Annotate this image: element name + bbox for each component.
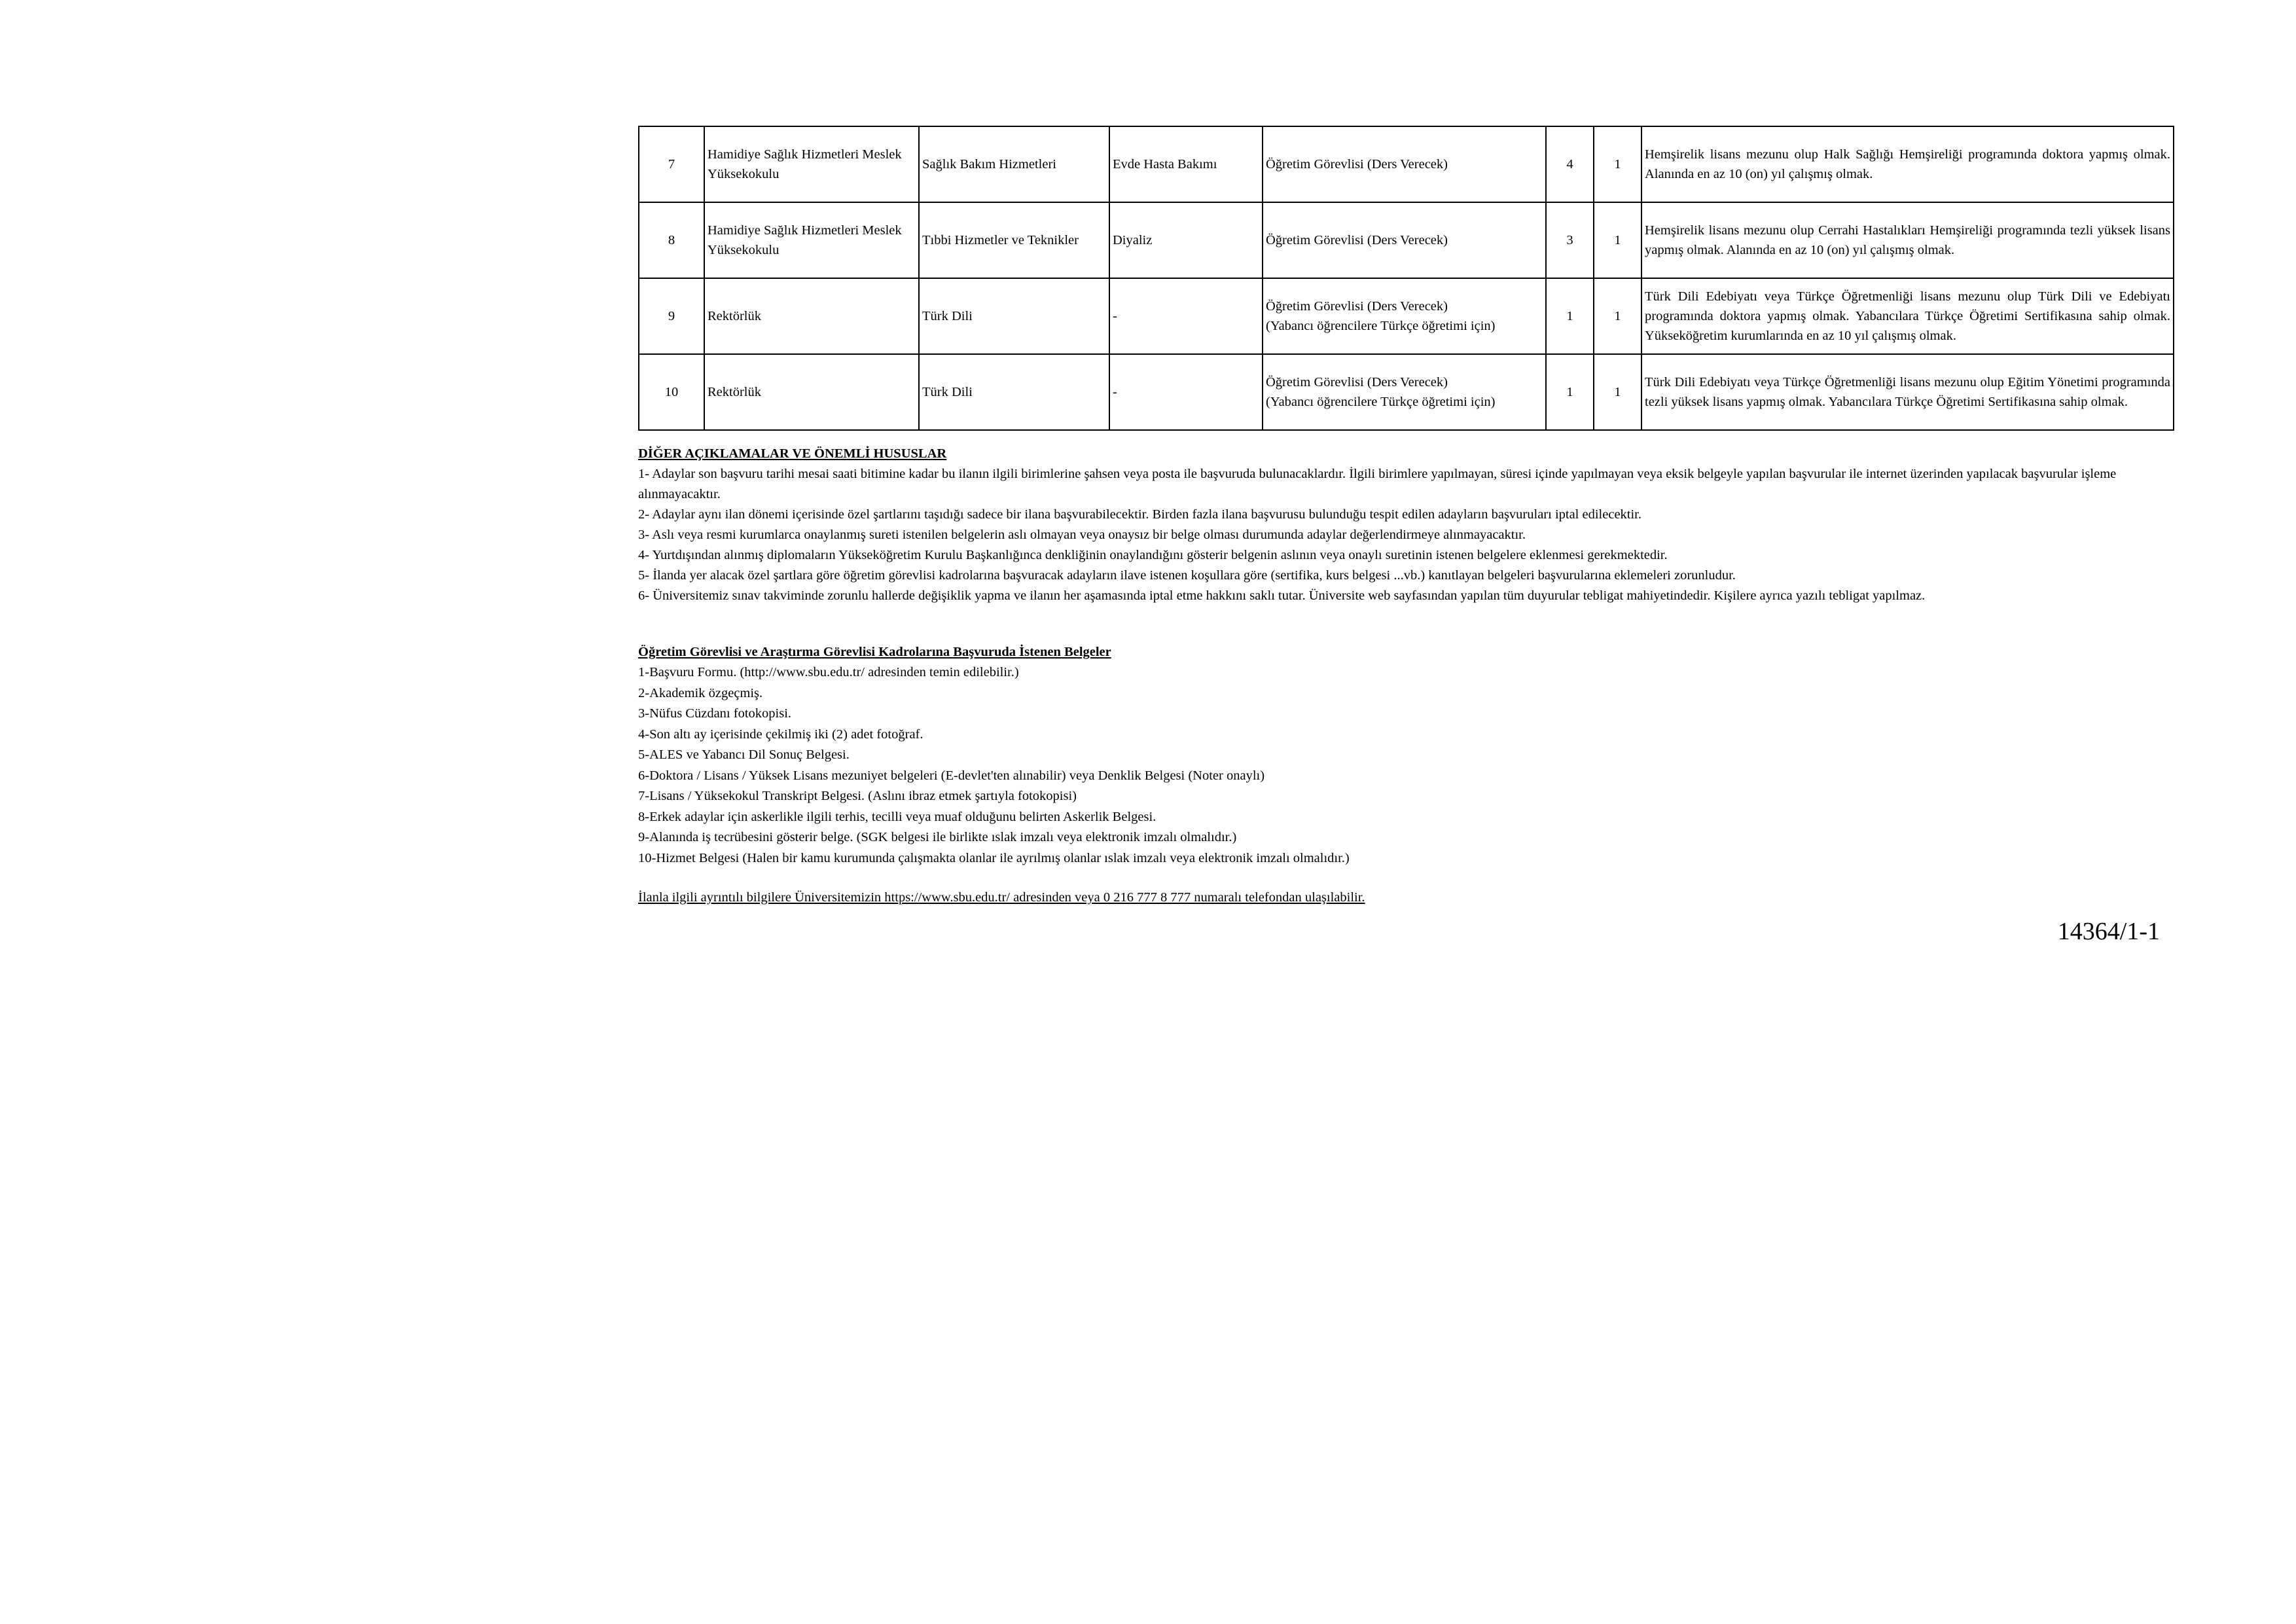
document-item: 8-Erkek adaylar için askerlikle ilgili terhis, tecilli veya muaf olduğunu belirten Askerlik Belgesi. xyxy=(638,809,1157,824)
department-cell: Türk Dili xyxy=(919,278,1109,354)
table-row xyxy=(639,354,2174,430)
page-number: 14364/1-1 xyxy=(2057,918,2160,945)
row-number: 8 xyxy=(639,202,704,278)
notes-heading: DİĞER AÇIKLAMALAR VE ÖNEMLİ HUSUSLAR xyxy=(638,446,947,461)
title-cell xyxy=(1263,278,1546,354)
unit-cell: Rektörlük xyxy=(704,278,919,354)
document-item: 2-Akademik özgeçmiş. xyxy=(638,685,763,700)
note-item: 6- Üniversitemiz sınav takviminde zorunlu hallerde değişiklik yapma ve ilanın her aşamasında iptal etme hakkını saklı tutar. Üniversite web sayfasından yapılan tüm duyurular tebligat mahiyetindedir. Kişilere ayrıca yazılı tebligat yapılmaz. xyxy=(638,588,1926,603)
unit-cell: Hamidiye Sağlık Hizmetleri Meslek Yüksekokulu xyxy=(704,202,919,278)
documents-list xyxy=(638,662,2173,869)
unit-cell: Rektörlük xyxy=(704,354,919,430)
requirements-cell: Hemşirelik lisans mezunu olup Cerrahi Hastalıkları Hemşireliği programında tezli yüksek lisans yapmış olmak. Alanında en az 10 (on) yıl çalışmış olmak. xyxy=(1641,202,2174,278)
document-item: 3-Nüfus Cüzdanı fotokopisi. xyxy=(638,706,792,721)
table-row xyxy=(639,278,2174,354)
requirements-cell: Hemşirelik lisans mezunu olup Halk Sağlığı Hemşireliği programında doktora yapmış olmak. Alanında en az 10 (on) yıl çalışmış olmak. xyxy=(1641,126,2174,202)
unit-cell: Hamidiye Sağlık Hizmetleri Meslek Yüksekokulu xyxy=(704,126,919,202)
table-row xyxy=(639,202,2174,278)
title-cell xyxy=(1263,202,1546,278)
degree-cell: 4 xyxy=(1546,126,1594,202)
degree-cell: 1 xyxy=(1546,278,1594,354)
note-item: 1- Adaylar son başvuru tarihi mesai saati bitimine kadar bu ilanın ilgili birimlerine şahsen veya posta ile başvuruda bulunacaklardır. İlgili birimlere yapılmayan, süresi içinde yapılmayan veya eksik belgeyle yapılan başvurular ile internet üzerinden yapılacak başvurular işleme alınmayacaktır. xyxy=(638,467,2117,501)
row-number: 9 xyxy=(639,278,704,354)
department-cell: Tıbbi Hizmetler ve Teknikler xyxy=(919,202,1109,278)
count-cell: 1 xyxy=(1594,126,1641,202)
title-cell xyxy=(1263,126,1546,202)
count-cell: 1 xyxy=(1594,354,1641,430)
title-text: Öğretim Görevlisi (Ders Verecek) xyxy=(1266,233,1448,247)
title-cell xyxy=(1263,354,1546,430)
document-item: 9-Alanında iş tecrübesini gösterir belge. (SGK belgesi ile birlikte ıslak imzalı veya elektronik imzalı olmalıdır.) xyxy=(638,830,1237,844)
positions-table xyxy=(638,126,2174,431)
contact-info: İlanla ilgili ayrıntılı bilgilere Üniversitemizin https://www.sbu.edu.tr/ adresinden veya 0 216 777 8 777 numaralı telefondan ulaşılabilir. xyxy=(638,890,1365,905)
row-number: 7 xyxy=(639,126,704,202)
count-cell: 1 xyxy=(1594,278,1641,354)
documents-heading: Öğretim Görevlisi ve Araştırma Görevlisi Kadrolarına Başvuruda İstenen Belgeler xyxy=(638,645,1111,659)
document-item: 7-Lisans / Yüksekokul Transkript Belgesi. (Aslını ibraz etmek şartıyla fotokopisi) xyxy=(638,789,1077,803)
note-item: 5- İlanda yer alacak özel şartlara göre öğretim görevlisi kadrolarına başvuracak adayların ilave istenen koşullara göre (sertifika, kurs belgesi ...vb.) kanıtlayan belgeleri başvurularına eklemeleri zorunludur. xyxy=(638,568,1736,583)
title-text: Öğretim Görevlisi (Ders Verecek) xyxy=(1266,375,1448,389)
note-item: 2- Adaylar aynı ilan dönemi içerisinde özel şartlarını taşıdığı sadece bir ilana başvurabilecektir. Birden fazla ilana başvurusu bulunduğu tespit edilen adayların başvuruları iptal edilecektir. xyxy=(638,507,1642,522)
title-note: (Yabancı öğrencilere Türkçe öğretimi için) xyxy=(1266,319,1496,333)
document-item: 4-Son altı ay içerisinde çekilmiş iki (2) adet fotoğraf. xyxy=(638,727,924,742)
program-cell: - xyxy=(1109,278,1263,354)
notes-section xyxy=(638,444,2173,606)
document-item: 10-Hizmet Belgesi (Halen bir kamu kurumunda çalışmakta olanlar ile ayrılmış olanlar ıslak imzalı veya elektronik imzalı olmalıdır.) xyxy=(638,850,1350,865)
program-cell: Diyaliz xyxy=(1109,202,1263,278)
degree-cell: 1 xyxy=(1546,354,1594,430)
requirements-cell: Türk Dili Edebiyatı veya Türkçe Öğretmenliği lisans mezunu olup Eğitim Yönetimi programında tezli yüksek lisans yapmış olmak. Yabancılara Türkçe Öğretimi Sertifikasına sahip olmak. xyxy=(1641,354,2174,430)
department-cell: Türk Dili xyxy=(919,354,1109,430)
program-cell: - xyxy=(1109,354,1263,430)
count-cell: 1 xyxy=(1594,202,1641,278)
program-cell: Evde Hasta Bakımı xyxy=(1109,126,1263,202)
department-cell: Sağlık Bakım Hizmetleri xyxy=(919,126,1109,202)
title-text: Öğretim Görevlisi (Ders Verecek) xyxy=(1266,157,1448,171)
table-row xyxy=(639,126,2174,202)
requirements-cell: Türk Dili Edebiyatı veya Türkçe Öğretmenliği lisans mezunu olup Türk Dili ve Edebiyatı programında doktora yapmış olmak. Yabancılara Türkçe Öğretimi Sertifikasına sahip olmak. Yükseköğretim kurumlarında en az 10 yıl çalışmış olmak. xyxy=(1641,278,2174,354)
document-item: 1-Başvuru Formu. (http://www.sbu.edu.tr/ adresinden temin edilebilir.) xyxy=(638,665,1019,679)
announcement-content xyxy=(638,126,2173,946)
row-number: 10 xyxy=(639,354,704,430)
note-item: 3- Aslı veya resmi kurumlarca onaylanmış sureti istenilen belgelerin aslı olmayan veya onaysız bir belge olması durumunda adaylar değerlendirmeye alınmayacaktır. xyxy=(638,528,1526,542)
degree-cell: 3 xyxy=(1546,202,1594,278)
document-item: 5-ALES ve Yabancı Dil Sonuç Belgesi. xyxy=(638,748,850,762)
note-item: 4- Yurtdışından alınmış diplomaların Yükseköğretim Kurulu Başkanlığınca denkliğinin onaylandığını gösterir belgenin aslının veya onaylı suretinin istenen belgelere eklenmesi gerekmektedir. xyxy=(638,548,1668,562)
title-text: Öğretim Görevlisi (Ders Verecek) xyxy=(1266,299,1448,314)
title-note: (Yabancı öğrencilere Türkçe öğretimi için) xyxy=(1266,395,1496,409)
document-item: 6-Doktora / Lisans / Yüksek Lisans mezuniyet belgeleri (E-devlet'ten alınabilir) veya Denklik Belgesi (Noter onaylı) xyxy=(638,768,1265,783)
